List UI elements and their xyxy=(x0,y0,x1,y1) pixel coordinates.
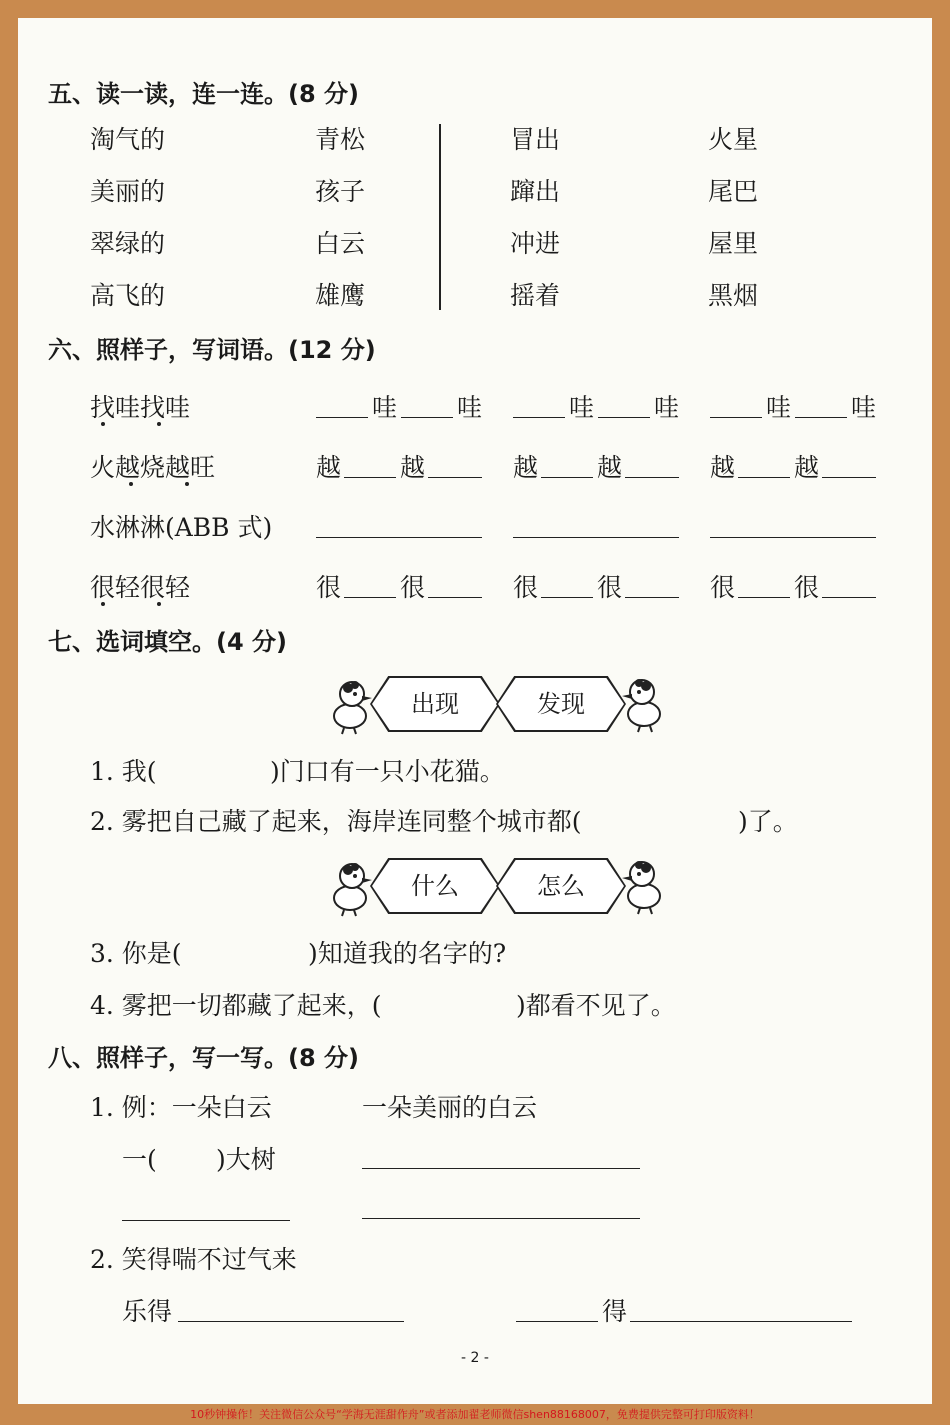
emphasis-dot xyxy=(129,482,133,486)
word-option: 出现 xyxy=(411,690,459,718)
exercise-2-start: 乐得 xyxy=(122,1297,173,1326)
blank-line[interactable] xyxy=(598,417,650,418)
column-divider xyxy=(439,124,441,310)
blank-line[interactable] xyxy=(738,477,790,478)
blank-line[interactable] xyxy=(362,1168,640,1169)
section7-title: 七、选词填空。(4 分) xyxy=(48,628,287,656)
question-2-start: 2. 雾把自己藏了起来，海岸连同整个城市都( xyxy=(90,807,582,836)
emphasis-dot xyxy=(185,482,189,486)
word-option: 发现 xyxy=(537,690,585,718)
footer-notice: 10秒钟操作！关注微信公众号“学海无涯甜作舟”或者添加翟老师微信shen88168007，免费提供完整可打印版资料！ xyxy=(190,1408,760,1421)
question-2-end: )了。 xyxy=(738,807,798,836)
col4-item: 火星 xyxy=(708,125,759,154)
duckling-icon xyxy=(618,852,670,916)
blank-line[interactable] xyxy=(541,477,593,478)
col4-item: 尾巴 xyxy=(708,177,759,206)
emphasis-dot xyxy=(101,602,105,606)
col2-item: 雄鹰 xyxy=(315,281,366,310)
hen-char: 很 xyxy=(316,573,342,602)
col3-item: 冲进 xyxy=(510,229,561,258)
exercise-1-end: )大树 xyxy=(216,1145,276,1174)
blank-line[interactable] xyxy=(625,477,679,478)
example-word: 很轻很轻 xyxy=(90,573,191,602)
blank-line[interactable] xyxy=(822,477,876,478)
col1-item: 美丽的 xyxy=(90,177,166,206)
example-2: 2. 笑得喘不过气来 xyxy=(90,1245,297,1274)
section8-title: 八、照样子，写一写。(8 分) xyxy=(48,1044,359,1072)
blank-line[interactable] xyxy=(625,597,679,598)
emphasis-dot xyxy=(157,602,161,606)
blank-line[interactable] xyxy=(344,477,396,478)
blank-line[interactable] xyxy=(316,537,482,538)
blank-line[interactable] xyxy=(362,1218,640,1219)
blank-line[interactable] xyxy=(541,597,593,598)
word-option: 怎么 xyxy=(537,872,585,900)
yue-char: 越 xyxy=(513,453,539,482)
blank-line[interactable] xyxy=(428,597,482,598)
col3-item: 摇着 xyxy=(510,281,561,310)
hen-char: 很 xyxy=(400,573,426,602)
question-4-start: 4. 雾把一切都藏了起来，( xyxy=(90,991,382,1020)
hen-char: 很 xyxy=(597,573,623,602)
question-1-start: 1. 我( xyxy=(90,757,157,786)
blank-line[interactable] xyxy=(344,597,396,598)
wa-char: 哇 xyxy=(654,393,680,422)
wa-char: 哇 xyxy=(457,393,483,422)
col2-item: 孩子 xyxy=(315,177,366,206)
example-word: 火越烧越旺 xyxy=(90,453,216,482)
col4-item: 屋里 xyxy=(708,229,759,258)
wa-char: 哇 xyxy=(372,393,398,422)
blank-line[interactable] xyxy=(630,1321,852,1322)
blank-line[interactable] xyxy=(122,1220,290,1221)
question-3-end: )知道我的名字的? xyxy=(308,939,507,968)
col2-item: 白云 xyxy=(315,229,366,258)
hen-char: 很 xyxy=(710,573,736,602)
duckling-icon xyxy=(324,672,376,736)
word-option: 什么 xyxy=(411,872,459,900)
blank-line[interactable] xyxy=(516,1321,598,1322)
wa-char: 哇 xyxy=(569,393,595,422)
worksheet-page xyxy=(18,18,932,1404)
col4-item: 黑烟 xyxy=(708,281,759,310)
example-1: 1. 例：一朵白云 xyxy=(90,1093,272,1122)
blank-line[interactable] xyxy=(822,597,876,598)
exercise-1-start: 一( xyxy=(122,1145,157,1174)
question-4-end: )都看不见了。 xyxy=(516,991,676,1020)
example-1-answer: 一朵美丽的白云 xyxy=(362,1093,538,1122)
wa-char: 哇 xyxy=(766,393,792,422)
duckling-icon xyxy=(324,854,376,918)
example-word: 水淋淋(ABB 式) xyxy=(90,513,273,542)
yue-char: 越 xyxy=(597,453,623,482)
hen-char: 很 xyxy=(794,573,820,602)
col3-item: 蹿出 xyxy=(510,177,561,206)
emphasis-dot xyxy=(157,422,161,426)
hen-char: 很 xyxy=(513,573,539,602)
col1-item: 翠绿的 xyxy=(90,229,166,258)
blank-line[interactable] xyxy=(428,477,482,478)
page-number: - 2 - xyxy=(461,1350,489,1366)
blank-line[interactable] xyxy=(795,417,847,418)
wa-char: 哇 xyxy=(851,393,877,422)
section5-title: 五、读一读，连一连。(8 分) xyxy=(48,80,359,108)
question-3-start: 3. 你是( xyxy=(90,939,182,968)
yue-char: 越 xyxy=(710,453,736,482)
question-1-end: )门口有一只小花猫。 xyxy=(270,757,505,786)
blank-line[interactable] xyxy=(178,1321,404,1322)
blank-line[interactable] xyxy=(710,537,876,538)
blank-line[interactable] xyxy=(401,417,453,418)
example-word: 找哇找哇 xyxy=(90,393,191,422)
yue-char: 越 xyxy=(794,453,820,482)
section6-title: 六、照样子，写词语。(12 分) xyxy=(48,336,376,364)
yue-char: 越 xyxy=(316,453,342,482)
col1-item: 高飞的 xyxy=(90,281,166,310)
blank-line[interactable] xyxy=(738,597,790,598)
col2-item: 青松 xyxy=(315,125,366,154)
emphasis-dot xyxy=(101,422,105,426)
duckling-icon xyxy=(618,670,670,734)
blank-line[interactable] xyxy=(710,417,762,418)
exercise-2-mid: 得 xyxy=(602,1297,628,1326)
yue-char: 越 xyxy=(400,453,426,482)
blank-line[interactable] xyxy=(316,417,368,418)
col3-item: 冒出 xyxy=(510,125,561,154)
blank-line[interactable] xyxy=(513,417,565,418)
blank-line[interactable] xyxy=(513,537,679,538)
col1-item: 淘气的 xyxy=(90,125,166,154)
